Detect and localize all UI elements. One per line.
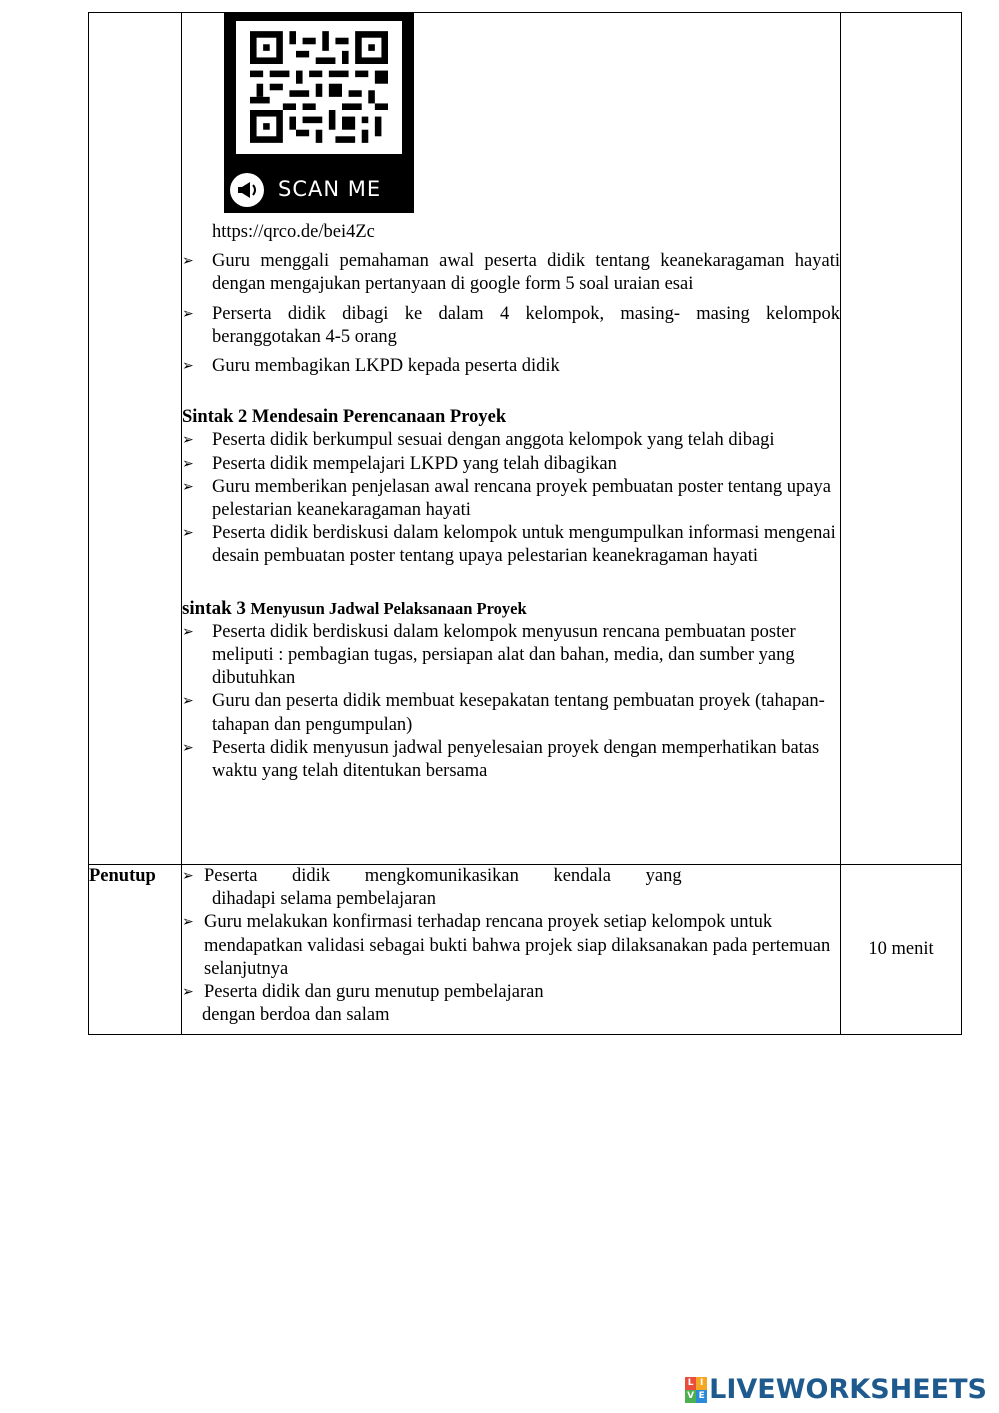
arrow-bullet-icon: ➢ xyxy=(182,868,194,884)
arrow-bullet-icon: ➢ xyxy=(182,253,194,270)
arrow-bullet-icon: ➢ xyxy=(182,739,194,756)
list-item: ➢ Guru melakukan konfirmasi terhadap rencana proyek setiap kelompok untuk mendapatkan validasi sebagai bukti bahwa projek siap dilaksanakan pada pertemuan selanjutnya xyxy=(182,912,831,979)
arrow-bullet-icon: ➢ xyxy=(182,693,194,710)
arrow-bullet-icon: ➢ xyxy=(182,525,194,542)
qr-url: https://qrco.de/bei4Zc xyxy=(212,222,375,242)
liveworksheets-logo xyxy=(685,1375,987,1405)
penutup-list xyxy=(182,865,840,1027)
sintak1-list xyxy=(182,250,840,378)
qr-code xyxy=(224,13,414,213)
time-cell-empty xyxy=(841,13,962,865)
arrow-bullet-icon: ➢ xyxy=(182,478,194,495)
arrow-bullet-icon: ➢ xyxy=(182,455,194,472)
arrow-bullet-icon: ➢ xyxy=(182,305,194,322)
penutup-time: 10 menit xyxy=(841,865,962,1035)
list-item: ➢ Peserta didik dan guru menutup pembelajaran xyxy=(182,981,840,1004)
list-item: ➢ Guru membagikan LKPD kepada peserta didik xyxy=(182,355,840,378)
list-item: ➢ Peserta didik berdiskusi dalam kelompok untuk mengumpulkan informasi mengenai desain pembuatan poster tentang upaya pelestarian keanekragaman hayati xyxy=(182,523,836,567)
qr-pattern-icon xyxy=(250,31,388,143)
list-item: ➢ Peserta didik menyusun jadwal penyelesaian proyek dengan memperhatikan batas waktu yang telah ditentukan bersama xyxy=(182,737,820,782)
arrow-bullet-icon: ➢ xyxy=(182,432,194,449)
list-item: ➢ Peserta didik berdiskusi dalam kelompok menyusun rencana pembuatan poster meliputi : pembagian tugas, persiapan alat dan bahan, media, dan sumber yang dibutuhkan xyxy=(182,621,796,689)
activity-cell xyxy=(182,13,841,865)
brand-name: LIVEWORKSHEETS xyxy=(709,1374,987,1406)
scan-me-label: SCAN ME xyxy=(278,177,382,202)
sintak2-list xyxy=(182,429,840,568)
table-row xyxy=(89,13,962,865)
arrow-bullet-icon: ➢ xyxy=(182,623,194,640)
list-item: ➢ Guru menggali pemahaman awal peserta didik tentang keanekaragaman hayati dengan mengajukan pertanyaan di google form 5 soal uraian esai xyxy=(182,251,840,295)
megaphone-icon xyxy=(228,171,266,209)
live-logo-icon: L I V E xyxy=(685,1377,707,1403)
list-item: ➢ Peserta didik mempelajari LKPD yang telah dibagikan xyxy=(182,453,840,476)
list-item: ➢ Guru dan peserta didik membuat kesepakatan tentang pembuatan proyek (tahapan-tahapan dan pengumpulan) xyxy=(182,691,825,735)
sintak3-title: sintak 3 Menyusun Jadwal Pelaksanaan Proyek xyxy=(182,597,527,619)
penutup-label: Penutup xyxy=(89,865,182,1035)
arrow-bullet-icon: ➢ xyxy=(182,914,194,931)
lesson-plan-table xyxy=(88,12,962,1035)
list-item: ➢ Perserta didik dibagi ke dalam 4 kelompok, masing- masing kelompok beranggotakan 4-5 orang xyxy=(182,303,840,347)
list-item: ➢ Peserta didik berkumpul sesuai dengan anggota kelompok yang telah dibagi xyxy=(182,429,840,452)
sintak2-title: Sintak 2 Mendesain Perencanaan Proyek xyxy=(182,407,507,428)
list-item-continuation: dihadapi selama pembelajaran xyxy=(212,889,436,910)
arrow-bullet-icon: ➢ xyxy=(182,358,194,375)
sintak3-list xyxy=(182,621,840,783)
table-row xyxy=(89,865,962,1035)
arrow-bullet-icon: ➢ xyxy=(182,984,194,1001)
list-item: ➢ Peserta didik mengkomunikasikan kendala yang xyxy=(182,865,840,888)
list-item-continuation: dengan berdoa dan salam xyxy=(202,1005,390,1026)
stage-cell-empty xyxy=(89,13,182,865)
penutup-activities xyxy=(182,865,841,1035)
list-item: ➢ Guru memberikan penjelasan awal rencana proyek pembuatan poster tentang upaya pelestarian keanekaragaman hayati xyxy=(182,476,831,521)
